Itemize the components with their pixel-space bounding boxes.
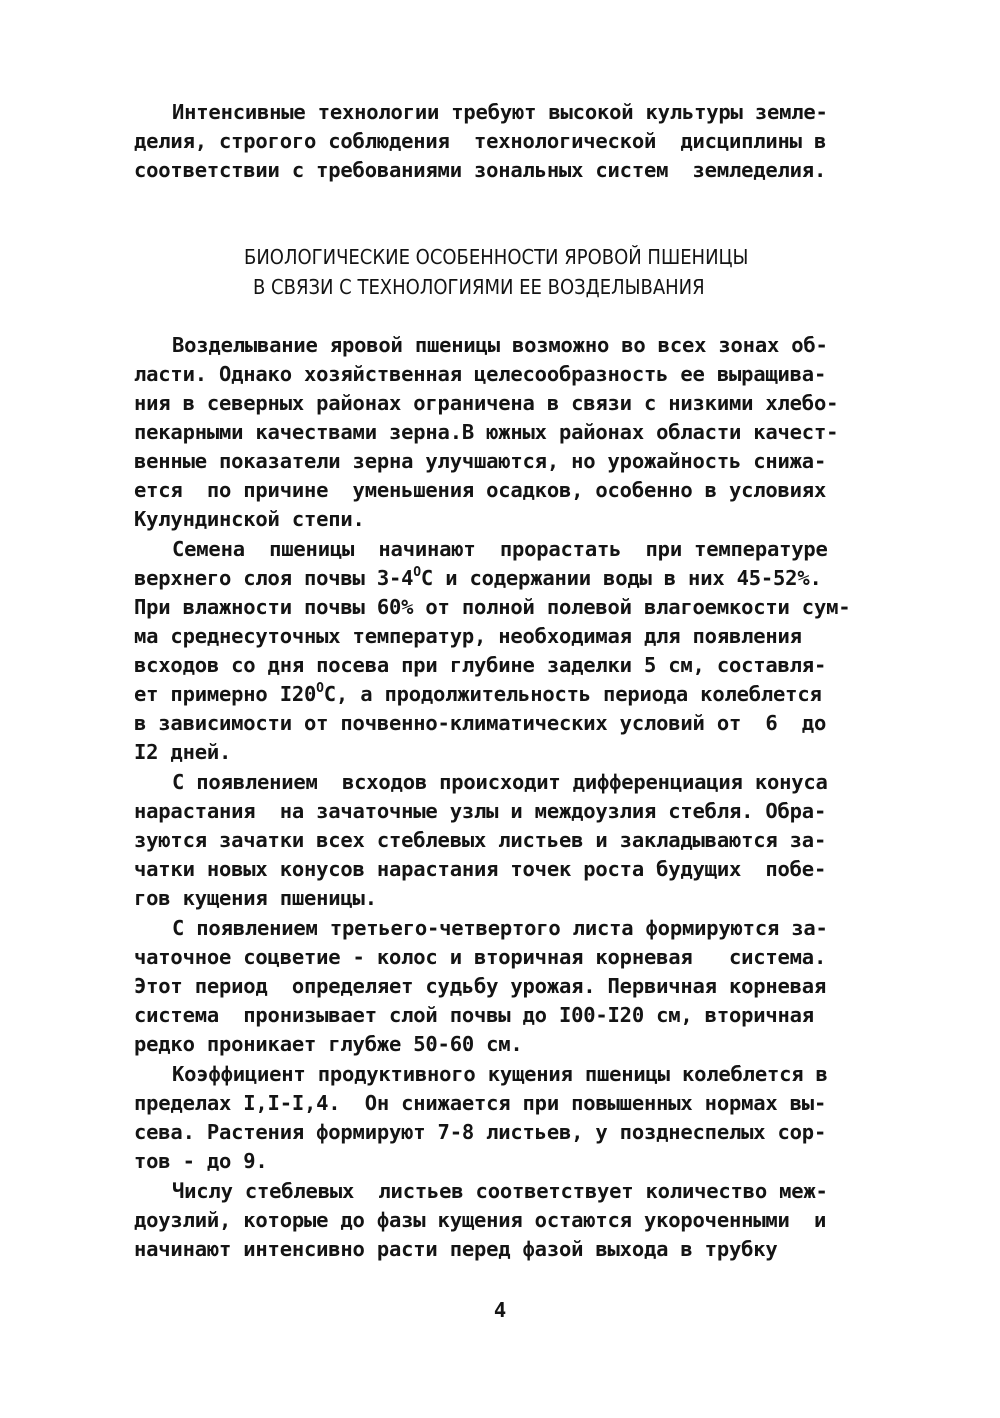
text-line: Возделывание яровой пшеницы возможно во всех зонах об- xyxy=(172,333,828,357)
text-line: чатки новых конусов нарастания точек роста будущих побе- xyxy=(134,857,827,881)
text-line: ласти. Однако хозяйственная целесообразность ее выращива- xyxy=(134,362,827,386)
text-line: нарастания на зачаточные узлы и междоузлия стебля. Обра- xyxy=(134,799,827,823)
text-line: делия, строгого соблюдения технологической дисциплины в xyxy=(134,129,827,153)
text-segment: С и содержании воды в них 45-52%. xyxy=(420,566,822,590)
page-number: 4 xyxy=(493,1298,507,1322)
text-line: ния в северных районах ограничена в связи с низкими хлебо- xyxy=(134,391,839,415)
text-line: С появлением всходов происходит дифференциация конуса xyxy=(172,770,828,794)
text-segment: ет примерно I20 xyxy=(134,682,317,706)
text-line: пределах I,I-I,4. Он снижается при повышенных нормах вы- xyxy=(134,1091,827,1115)
degree-superscript: О xyxy=(413,565,421,580)
text-line-with-degree xyxy=(134,564,822,592)
text-line: При влажности почвы 60% от полной полевой влагоемкости сум- xyxy=(134,595,851,619)
text-line: доузлий, которые до фазы кущения остаются укороченными и xyxy=(134,1208,827,1232)
text-line: Этот период определяет судьбу урожая. Первичная корневая xyxy=(134,974,827,998)
text-line: чаточное соцветие - колос и вторичная корневая система. xyxy=(134,945,827,969)
text-line: Коэффициент продуктивного кущения пшеницы колеблется в xyxy=(172,1062,828,1086)
text-line: тов - до 9. xyxy=(134,1149,268,1173)
text-line: система пронизывает слой почвы до I00-I20 см, вторичная xyxy=(134,1003,814,1027)
text-line: начинают интенсивно расти перед фазой выхода в трубку xyxy=(134,1237,778,1261)
text-line: гов кущения пшеницы. xyxy=(134,886,377,910)
text-line: сева. Растения формируют 7-8 листьев, у позднеспелых сор- xyxy=(134,1120,827,1144)
text-line: Семена пшеницы начинают прорастать при температуре xyxy=(172,537,828,561)
text-line: ется по причине уменьшения осадков, особенно в условиях xyxy=(134,478,827,502)
text-line: Интенсивные технологии требуют высокой культуры земле- xyxy=(172,100,828,124)
degree-superscript: О xyxy=(316,681,324,696)
text-line: пекарными качествами зерна.В южных районах области качест- xyxy=(134,420,839,444)
text-line: всходов со дня посева при глубине заделки 5 см, составля- xyxy=(134,653,827,677)
text-line: соответствии с требованиями зональных систем земледелия. xyxy=(134,158,827,182)
text-line: ма среднесуточных температур, необходимая для появления xyxy=(134,624,802,648)
text-line: редко проникает глубже 50-60 см. xyxy=(134,1032,523,1056)
heading-line-2: В СВЯЗИ С ТЕХНОЛОГИЯМИ ЕЕ ВОЗДЕЛЫВАНИЯ xyxy=(253,275,705,299)
text-line: в зависимости от почвенно-климатических условий от 6 до xyxy=(134,711,827,735)
text-line: Кулундинской степи. xyxy=(134,507,365,531)
text-line: Числу стеблевых листьев соответствует количество меж- xyxy=(172,1179,828,1203)
text-line: I2 дней. xyxy=(134,740,232,764)
text-line: С появлением третьего-четвертого листа формируются за- xyxy=(172,916,828,940)
text-line: зуются зачатки всех стеблевых листьев и закладываются за- xyxy=(134,828,827,852)
text-segment: С, а продолжительность периода колеблется xyxy=(323,682,822,706)
text-segment: верхнего слоя почвы 3-4 xyxy=(134,566,414,590)
text-line-with-degree xyxy=(134,680,822,708)
heading-line-1: БИОЛОГИЧЕСКИЕ ОСОБЕННОСТИ ЯРОВОЙ ПШЕНИЦЫ xyxy=(244,245,749,269)
text-line: венные показатели зерна улучшаются, но урожайность снижа- xyxy=(134,449,827,473)
